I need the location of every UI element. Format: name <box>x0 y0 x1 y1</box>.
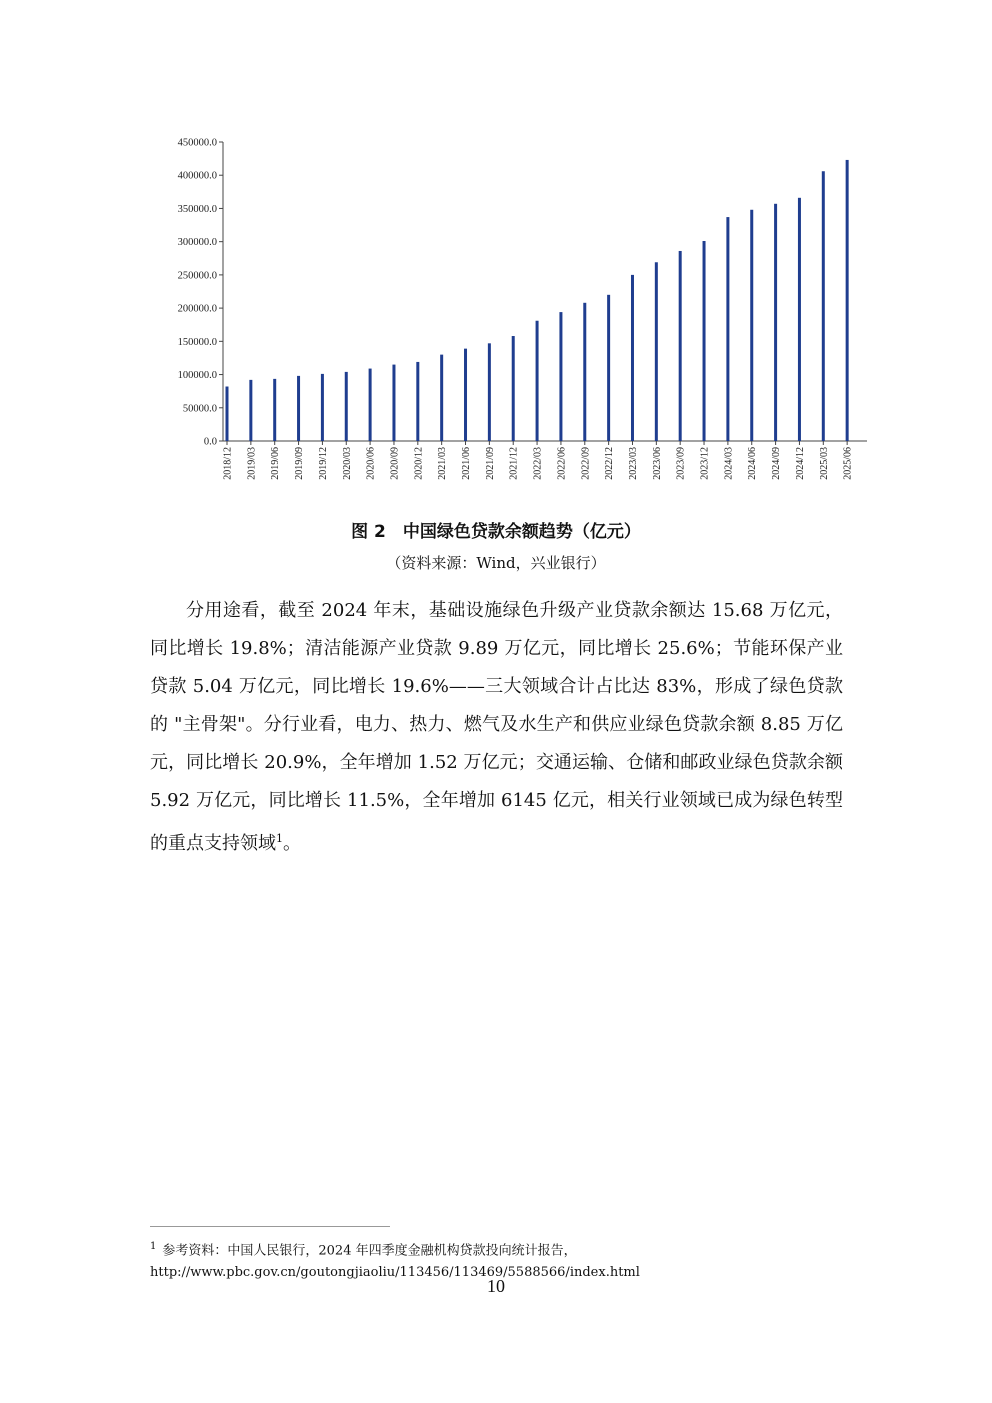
x-tick-label: 2024/06 <box>747 447 759 480</box>
x-tick-label: 2024/12 <box>794 447 806 480</box>
x-tick-label: 2023/12 <box>699 447 711 480</box>
bar <box>559 312 562 441</box>
x-tick-label: 2024/09 <box>771 447 783 480</box>
bar <box>822 171 825 441</box>
x-tick-label: 2022/12 <box>604 447 616 480</box>
x-tick-label: 2021/06 <box>461 447 473 480</box>
bar <box>798 198 801 441</box>
x-tick-label: 2023/09 <box>675 447 687 480</box>
x-tick-label: 2023/03 <box>627 446 639 480</box>
figure-source: （资料来源：Wind，兴业银行） <box>386 554 606 572</box>
x-tick-label: 2019/06 <box>270 447 282 480</box>
x-tick-label: 2022/06 <box>556 447 568 480</box>
y-tick-label: 400000.0 <box>177 170 217 182</box>
x-tick-label: 2022/09 <box>580 447 592 480</box>
bar <box>679 251 682 441</box>
bar <box>655 262 658 441</box>
x-tick-label: 2022/03 <box>532 447 544 480</box>
bar <box>750 210 753 441</box>
x-tick-label: 2021/03 <box>437 447 449 480</box>
bar <box>536 321 539 441</box>
paragraph-end: 。 <box>283 833 301 854</box>
bar <box>607 295 610 441</box>
bar <box>631 275 634 441</box>
footnote-url[interactable]: http://www.pbc.gov.cn/goutongjiaoliu/113456/113469/5588566/index.html <box>150 1265 640 1281</box>
figure-caption: 图 2 中国绿色贷款余额趋势（亿元） <box>351 522 641 542</box>
x-tick-label: 2018/12 <box>222 447 234 480</box>
bar <box>416 362 419 441</box>
bar <box>440 355 443 441</box>
x-tick-label: 2020/09 <box>389 447 401 480</box>
green-loan-bar-chart <box>150 130 880 510</box>
bar <box>297 376 300 441</box>
y-tick-label: 0.0 <box>203 436 217 448</box>
footnote-divider <box>150 1226 390 1227</box>
y-tick-label: 450000.0 <box>177 137 217 149</box>
bar <box>512 336 515 441</box>
bar <box>226 387 229 441</box>
x-tick-label: 2020/03 <box>341 447 353 480</box>
body-paragraph <box>150 592 843 863</box>
x-tick-label: 2019/09 <box>294 447 306 480</box>
bar <box>249 380 252 441</box>
x-tick-label: 2021/12 <box>508 447 520 480</box>
y-tick-label: 150000.0 <box>177 336 217 348</box>
bar <box>846 160 849 441</box>
footnote-reference[interactable]: 1 <box>276 832 283 845</box>
bar <box>464 349 467 441</box>
footnote-text: 参考资料：中国人民银行，2024 年四季度金融机构贷款投向统计报告， <box>162 1243 577 1259</box>
bar <box>273 379 276 441</box>
x-tick-label: 2019/03 <box>246 447 258 480</box>
bar <box>774 204 777 441</box>
bar <box>321 374 324 441</box>
x-tick-label: 2024/03 <box>723 447 735 480</box>
bar <box>392 365 395 441</box>
bar <box>583 303 586 441</box>
y-tick-label: 100000.0 <box>177 370 217 382</box>
x-tick-label: 2020/12 <box>413 447 425 480</box>
x-tick-label: 2019/12 <box>317 447 329 480</box>
x-tick-label: 2025/03 <box>818 447 830 480</box>
x-tick-label: 2025/06 <box>842 447 854 480</box>
y-tick-label: 250000.0 <box>177 270 217 282</box>
y-tick-label: 200000.0 <box>177 303 217 315</box>
bar <box>369 369 372 441</box>
x-tick-label: 2020/06 <box>365 447 377 480</box>
page-number: 10 <box>487 1276 505 1296</box>
y-tick-label: 300000.0 <box>177 237 217 249</box>
footnote-marker: 1 <box>150 1241 157 1252</box>
x-tick-label: 2023/06 <box>651 447 663 480</box>
x-tick-label: 2021/09 <box>484 447 496 480</box>
bar <box>703 241 706 441</box>
paragraph-text: 分用途看，截至 2024 年末，基础设施绿色升级产业贷款余额达 15.68 万亿元，同比增长 19.8%；清洁能源产业贷款 9.89 万亿元，同比增长 25.6%；节能环保产业贷款 5.04 万亿元，同比增长 19.6%——三大领域合计占比达 83%，形成了绿色贷款的 "主骨架"。分行业看，电力、热力、燃气及水生产和供应业绿色贷款余额 8.85 万亿元，同比增长 20.9%，全年增加 1.52 万亿元；交通运输、仓储和邮政业绿色贷款余额 5.92 万亿元，同比增长 11.5%，全年增加 6145 亿元，相关行业领域已成为绿色转型的重点支持领域 <box>150 600 843 854</box>
bar <box>726 217 729 441</box>
y-tick-label: 350000.0 <box>177 203 217 215</box>
bar <box>488 343 491 441</box>
y-tick-label: 50000.0 <box>182 403 217 415</box>
bar <box>345 372 348 441</box>
